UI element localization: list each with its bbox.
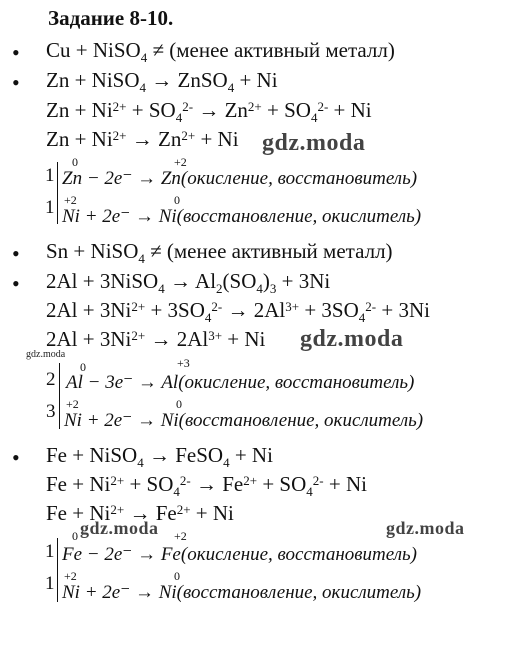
ni-reduction-half: Ni + 2e⁻ → Ni(восстановление, окислитель) bbox=[62, 582, 422, 603]
bullet-4: • bbox=[12, 271, 20, 296]
zn-oxidation-half: Zn − 2e⁻ → Zn(окисление, восстановитель) bbox=[62, 168, 418, 189]
ox-state: 0 bbox=[72, 529, 78, 543]
ni-reduction-half: Ni + 2e⁻ → Ni(восстановление, окислитель) bbox=[64, 410, 424, 431]
ox-state: +2 bbox=[174, 155, 187, 169]
ox-state: 0 bbox=[72, 155, 78, 169]
bullet-3: • bbox=[12, 241, 20, 266]
coef: 1 bbox=[45, 165, 55, 186]
fe-oxidation-half: Fe − 2e⁻ → Fe(окисление, восстановитель) bbox=[62, 544, 417, 565]
al-short-ionic-equation: $2Al + 3Ni^{2+} \to 2Al^{3+} + Ni$ bbox=[46, 327, 266, 351]
al-full-ionic-equation: $2Al + 3Ni^{2+} + 3SO_4^{2-} \to 2Al^{3+} + 3SO_4^{2-} + 3Ni$ bbox=[46, 298, 430, 325]
ox-state: +2 bbox=[64, 569, 77, 583]
ox-state: +3 bbox=[177, 356, 190, 370]
al-oxidation-half: Al − 3e⁻ → Al(окисление, восстановитель) bbox=[66, 372, 415, 393]
zn-full-ionic-equation: $Zn + Ni^{2+} + SO_4^{2-} \to Zn^{2+} + SO_4^{2-} + Ni$ bbox=[46, 98, 372, 125]
ox-state: 0 bbox=[174, 193, 180, 207]
sn-nonreaction-line: Sn + NiSO$_4$ ≠ (менее активный металл) bbox=[46, 239, 393, 266]
bullet-2: • bbox=[12, 70, 20, 95]
ox-state: +2 bbox=[66, 397, 79, 411]
balance-bar bbox=[57, 162, 58, 224]
watermark-small: gdz.moda bbox=[26, 349, 66, 360]
balance-bar bbox=[59, 363, 60, 429]
watermark: gdz.moda bbox=[262, 130, 366, 156]
ox-state: 0 bbox=[176, 397, 182, 411]
fe-full-ionic-equation: $Fe + Ni^{2+} + SO_4^{2-} \to Fe^{2+} + SO_4^{2-} + Ni$ bbox=[46, 472, 367, 499]
coef: 2 bbox=[46, 369, 56, 390]
ox-state: 0 bbox=[174, 569, 180, 583]
ox-state: +2 bbox=[64, 193, 77, 207]
zn-short-ionic-equation: $Zn + Ni^{2+} \to Zn^{2+} + Ni$ bbox=[46, 127, 239, 151]
watermark: gdz.moda bbox=[80, 518, 159, 538]
task-title: Задание 8-10. bbox=[48, 6, 174, 30]
balance-bar bbox=[57, 538, 58, 602]
bullet-1: • bbox=[12, 40, 20, 65]
ox-state: 0 bbox=[80, 360, 86, 374]
coef: 3 bbox=[46, 401, 56, 422]
ni-reduction-half: Ni + 2e⁻ → Ni(восстановление, окислитель) bbox=[62, 206, 422, 227]
fe-molecular-equation: Fe + NiSO$_4$ → FeSO$_4$ + Ni bbox=[46, 443, 273, 470]
al-molecular-equation: 2Al + 3NiSO$_4$ → $Al_2(SO_4)_3 + 3Ni$ bbox=[46, 269, 331, 296]
coef: 1 bbox=[45, 541, 55, 562]
bullet-5: • bbox=[12, 445, 20, 470]
watermark: gdz.moda bbox=[386, 518, 465, 538]
coef: 1 bbox=[45, 573, 55, 594]
ox-state: +2 bbox=[174, 529, 187, 543]
coef: 1 bbox=[45, 197, 55, 218]
cu-nonreaction-line: Cu + NiSO$_4$ ≠ (менее активный металл) bbox=[46, 38, 395, 65]
fe-short-ionic-equation: $Fe + Ni^{2+} \to Fe^{2+} + Ni$ bbox=[46, 501, 234, 525]
watermark: gdz.moda bbox=[300, 326, 404, 352]
zn-molecular-equation: Zn + NiSO$_4$ → ZnSO$_4$ + Ni bbox=[46, 68, 278, 95]
